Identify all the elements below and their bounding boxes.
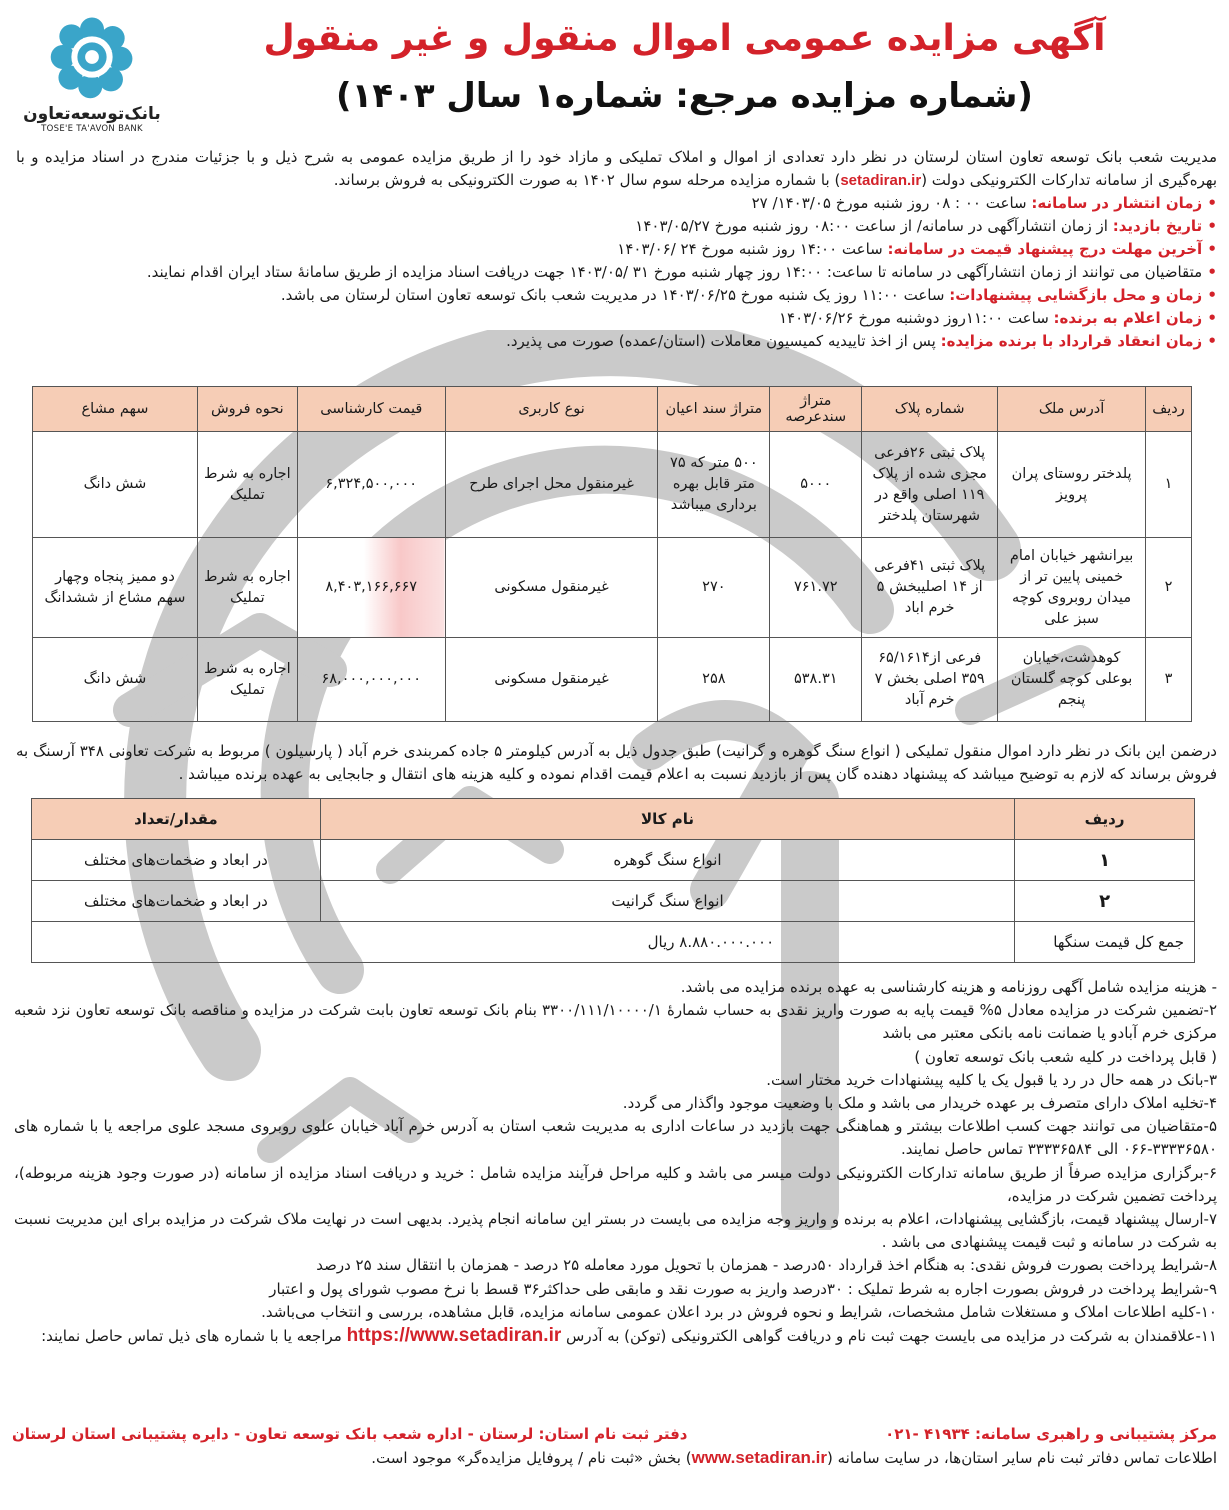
footer-note: اطلاعات تماس دفاتر ثبت نام سایر استان‌ها، در سایت سامانه (www.setadiran.ir) بخش «ثبت نام / پروفایل مزایده‌گر» موجود است. — [371, 1448, 1217, 1467]
list-item: ( قابل پرداخت در کلیه شعب بانک توسعه تعاون ) — [914, 1047, 1217, 1066]
list-item: ۵-متقاضیان می توانند جهت کسب اطلاعات بیشتر و هماهنگی جهت بازدید در ساعات اداری به مدیریت شعب استان به آدرس خرم آباد خیابان علوی روبروی مسجد علوی مراجعه یا با شماره های ۳۳۳۳۶۵۸۰-۰۶۶ الی ۳۳۳۳۶۵۸۴ تماس حاصل نمایند. — [14, 1117, 1217, 1159]
setadiran-footer-link[interactable]: www.setadiran.ir — [691, 1448, 828, 1467]
table-row: ۲ انواع سنگ گرانیت در ابعاد و ضخمات‌های مختلف — [32, 881, 1195, 922]
table-header-row — [33, 387, 1192, 432]
footer — [12, 1422, 1217, 1470]
intro-item: • تاریخ بازدید: از زمان انتشارآگهی در سامانه/ از ساعت ۰۸:۰۰ روز شنبه مورخ ۱۴۰۳/۰۵/۲۷ — [635, 217, 1217, 235]
col-header: شماره پلاک — [862, 387, 998, 432]
page-subtitle: (شماره مزایده مرجع: شماره۱ سال ۱۴۰۳) — [336, 76, 1033, 116]
list-item: ۲-تضمین شرکت در مزایده معادل ۵% قیمت پایه به صورت واریز نقدی به حساب شمارهٔ ۳۳۰۰/۱۱۱/۱۰۰۰۰/۱ بنام بانک توسعه تعاون بابت شرکت در مزایده و مناقصه بانک توسعه تعاون نزد شعبه مرکزی خرم آبادو یا ضمانت نامه بانکی معتبر می باشد — [14, 1001, 1217, 1043]
list-item: ۴-تخلیه املاک دارای متصرف بر عهده خریدار می باشد و ملک با وضعیت موجود واگذار می گردد. — [622, 1094, 1217, 1113]
list-item: ۹-شرایط پرداخت در فروش بصورت اجاره به شرط تملیک : ۳۰درصد واریز به صورت نقد و مابقی طی حداکثر۳۶ قسط با نرخ مصوب شورای پول و اعتبار — [269, 1279, 1217, 1298]
conditions-list — [14, 976, 1217, 1348]
table-row: ۳ کوهدشت،خیابان بوعلی کوچه گلستان پنجم فرعی از۶۵/۱۶۱۴ ۳۵۹ اصلی بخش ۷ خرم آباد ۵۳۸.۳۱ ۲۵۸ غیرمنقول مسکونی ۶۸,۰۰۰,۰۰۰,۰۰۰ اجاره به شرط تملیک شش دانگ — [33, 638, 1192, 722]
list-item: ۱۰-کلیه اطلاعات املاک و مستغلات شامل مشخصات، شرایط و نحوه فروش در برد اعلان عمومی سامانه مزایده، قابل مشاهده، بررسی و انتخاب می‌باشد. — [261, 1302, 1217, 1321]
col-header: آدرس ملک — [998, 387, 1146, 432]
col-header: متراژ سندعرصه — [770, 387, 862, 432]
list-item: ۱۱-علاقمندان به شرکت در مزایده می بایست جهت ثبت نام و دریافت گواهی الکترونیکی (توکن) به آدرس https://www.setadiran.ir مراجعه یا با شماره های ذیل تماس حاصل نمایند: — [41, 1325, 1217, 1347]
header — [0, 0, 1229, 140]
bank-logo — [22, 14, 162, 144]
table-header-row: ردیف نام کالا مقدار/تعداد — [32, 799, 1195, 840]
col-header: نحوه فروش — [197, 387, 297, 432]
list-item: ۶-برگزاری مزایده صرفاً از طریق سامانه تدارکات الکترونیکی دولت میسر می باشد و کلیه مراحل فرآیند مزایده شامل : خرید و دریافت اسناد مزایده از سامانه (در صورت وجود هزینه مربوطه)، پرداخت تضمین شرکت در مزایده، — [14, 1163, 1217, 1205]
col-header: متراژ سند اعیان — [658, 387, 770, 432]
intro-item: • زمان انعقاد قرارداد با برنده مزایده: پس از اخذ تاییدیه کمیسیون معاملات (استان/عمده) صورت می پذیرد. — [506, 332, 1217, 350]
list-item: ۸-شرایط پرداخت بصورت فروش نقدی: به هنگام اخذ قرارداد ۵۰درصد - همزمان با تحویل مورد معامله ۲۵ درصد - همزمان با انتقال سند ۲۵ درصد — [316, 1256, 1217, 1275]
movable-assets-paragraph: درضمن این بانک در نظر دارد اموال منقول تملیکی ( انواع سنگ گوهره و گرانیت) طبق جدول ذیل به آدرس کیلومتر ۵ جاده کمربندی خرم آباد ( پارسیلون ) مربوط به شرکت تعاونی ۳۴۸ آرسنگ به فروش برساند که لازم به توضیح میباشد که پیشنهاد دهنده گان پس از بازدید نسبت به اعلام قیمت اقدام نموده و کلیه هزینه های انتقال و جابجایی به عهده برنده میباشد . — [16, 742, 1217, 783]
support-center: مرکز پشتیبانی و راهبری سامانه: ۴۱۹۳۴ -۰۲۱ — [885, 1425, 1217, 1443]
flower-logo-icon — [49, 14, 135, 100]
table-row: ۲ بیرانشهر خیابان امام خمینی پایین تر از میدان روبروی کوچه سبز علی پلاک ثبتی ۴۱فرعی از ۱۴ اصلیبخش ۵ خرم اباد ۷۶۱.۷۲ ۲۷۰ غیرمنقول مسکونی ۸,۴۰۳,۱۶۶,۶۶۷ اجاره به شرط تملیک دو ممیز پنجاه وچهار سهم مشاع از ششدانگ — [33, 538, 1192, 638]
total-row: جمع کل قیمت سنگها ۸.۸۸۰.۰۰۰.۰۰۰ ریال — [32, 922, 1195, 963]
price-cell-highlighted: ۸,۴۰۳,۱۶۶,۶۶۷ — [297, 538, 445, 638]
page-title: آگهی مزایده عمومی اموال منقول و غیر منقول — [263, 18, 1106, 59]
stones-table — [31, 798, 1195, 963]
col-header: سهم مشاع — [33, 387, 198, 432]
list-item: ۳-بانک در همه حال در رد یا قبول یک یا کلیه پیشنهادات خرید مختار است. — [766, 1070, 1217, 1089]
intro-item: • متقاضیان می توانند از زمان انتشارآگهی در سامانه تا ساعت: ۱۴:۰۰ روز چهار شنبه مورخ ۳۱ /۱۴۰۳/۰۵ جهت دریافت اسناد مزایده از طریق سامانهٔ ستاد ایران اقدام نمایند. — [146, 263, 1217, 281]
registration-office: دفتر ثبت نام استان: لرستان - اداره شعب بانک توسعه تعاون - دایره پشتیبانی استان لرستان — [12, 1425, 688, 1443]
intro-section — [16, 146, 1217, 353]
intro-item: • آخرین مهلت درج پیشنهاد قیمت در سامانه: ساعت ۱۴:۰۰ روز شنبه مورخ ۲۴ /۱۴۰۳/۰۶ — [617, 240, 1217, 258]
intro-item: • زمان و محل بازگشایی پیشنهادات: ساعت ۱۱:۰۰ روز یک شنبه مورخ ۱۴۰۳/۰۶/۲۵ در مدیریت شعب بانک توسعه تعاون استان لرستان می باشد. — [280, 286, 1217, 304]
intro-item: • زمان اعلام به برنده: ساعت ۱۱:۰۰روز دوشنبه مورخ ۱۴۰۳/۰۶/۲۶ — [779, 309, 1217, 327]
col-header: ردیف — [1146, 387, 1192, 432]
col-header: نوع کاربری — [445, 387, 658, 432]
logo-name-fa: بانک‌توسعه‌تعاون — [23, 104, 161, 124]
logo-name-en: TOSE'E TA'AVON BANK — [41, 124, 143, 134]
properties-table — [32, 386, 1192, 722]
table-row: ۱ انواع سنگ گوهره در ابعاد و ضخمات‌های مختلف — [32, 840, 1195, 881]
list-item: - هزینه مزایده شامل آگهی روزنامه و هزینه کارشناسی به عهده برنده مزایده می باشد. — [680, 978, 1217, 996]
setadiran-url-link[interactable]: https://www.setadiran.ir — [346, 1325, 562, 1347]
col-header: قیمت کارشناسی — [297, 387, 445, 432]
intro-paragraph: مدیریت شعب بانک توسعه تعاون استان لرستان در نظر دارد تعدادی از اموال و املاک تملیکی و مازاد خود را از طریق مزایده عمومی به شرح ذیل و با جزئیات مندرج در اسناد مزایده و با بهره‌گیری از سامانه تدارکات الکترونیکی دولت (setadiran.ir) با شماره مزایده مرحله سوم سال ۱۴۰۲ به صورت الکترونیکی به فروش برساند. — [16, 148, 1217, 189]
table-row: ۱ پلدختر روستای پران پرویز پلاک ثبتی ۲۶فرعی مجزی شده از پلاک ۱۱۹ اصلی واقع در شهرستان پلدختر ۵۰۰۰ ۵۰۰ متر که ۷۵ متر قابل بهره برداری میباشد غیرمنقول محل اجرای طرح ۶,۳۲۴,۵۰۰,۰۰۰ اجاره به شرط تملیک شش دانگ — [33, 432, 1192, 538]
setadiran-link[interactable]: setadiran.ir — [840, 172, 922, 189]
list-item: ۷-ارسال پیشنهاد قیمت، بازگشایی پیشنهادات، اعلام به برنده و واریز وجه مزایده می بایست در بستر این سامانه انجام پذیرد. بدیهی است در نهایت ملاک شرکت در مزایده برای این مدیریت نسبت به شرکت در سامانه و ثبت قیمت پیشنهادی می باشد . — [14, 1210, 1217, 1252]
intro-item: • زمان انتشار در سامانه: ساعت ۰۰ : ۰۸ روز شنبه مورخ ۱۴۰۳/۰۵/ ۲۷ — [751, 194, 1217, 212]
